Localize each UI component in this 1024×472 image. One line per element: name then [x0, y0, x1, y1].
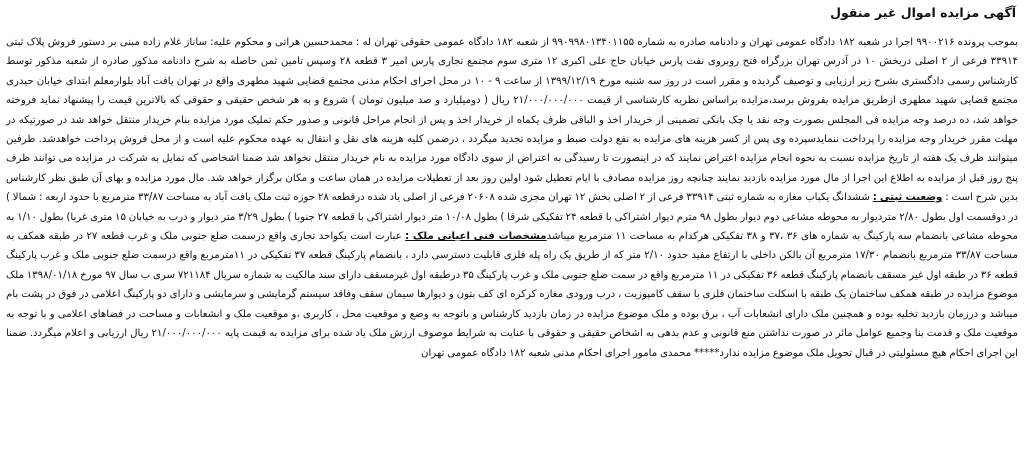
registration-status-heading: وضعیت ثبتی :: [872, 192, 943, 204]
notice-body: [6, 33, 1018, 363]
notice-title: آگهی مزایده اموال غیر منقول: [830, 5, 1016, 20]
notice-body-part-1: بموجب پرونده ۹۹۰۰۲۱۶ اجرا در شعبه ۱۸۲ دادگاه عمومی تهران و دادنامه صادره به شماره ۹۹۰۹۹۸۰۱۳۴۰۱۱۵۵ از شعبه ۱۸۲ دادگاه عمومی حقوقی تهران له : محمدحسین هراتی و محکوم علیه: ساناز غلام زاده مبنی بر دستور فروش پلاک ثبتی ۳۳۹۱۴ فرعی از ۲ اصلی دربخش ۱۰ در آدرس تهران بزرگراه فتح روبروی نفت پارس خیابان حاج علی اکبری ۱۲ متری سوم مجتمع تجاری پارس امیر ۳ قطعه ۲۸ وسپس تامین ثمن حاصله به شرح دادنامه مذکور صادره از شعبه مذکور توسط کارشناس رسمی دادگستری بشرح زیر ارزیابی و توصیف گردیده و مقرر است در روز سه شنبه مورخ ۱۳۹۹/۱۲/۱۹ از ساعت ۹ - ۱۰ در محل اجرای احکام مدنی مجتمع قضایی شهید مطهری واقع در تهران یافت آباد بلوارمعلم ابتدای خیابان حیدری مجتمع قضایی شهید مطهری ازطریق مزایده بفروش برسد،مزایده براساس نظریه کارشناسی از قیمت ۲۱/۰۰۰/۰۰۰/۰۰۰ ریال ( دومیلیارد و صد میلیون تومان ) شروع و به هر شخص حقیقی و حقوقی که بالاترین قیمت را پیشنهاد نماید فروخته خواهد شد، ده درصد وجه مزایده فی المجلس بصورت وجه نقد یا چک بانکی تضمینی از خریدار اخذ و الباقی ظرف یکماه از خریدار اخذ و پس از انجام مراحل قانونی و صدور حکم تملیک مورد مزایده بنام خریدار منتقل خواهد شد در صورتیکه در مهلت مقرر خریدار وجه مزایده را پرداخت ننمایدسپرده وی پس از کسر هزینه های مزایده به نفع دولت ضبط و مزایده تجدید میگردد ، درضمن کلیه هزینه های نقل و انتقال به عهده محکوم علیه است و از محل فروش پرداخت خواهدشد. طرفین میتوانند ظرف یک هفته از تاریخ مزایده نسبت به نحوه انجام مزایده اعتراض نمایند که در اینصورت تا رسیدگی به اعتراض از سوی دادگاه مورد مزایده به نام خریدار منتقل نخواهد شد ضمنا اشخاصی که تمایل به شرکت در مزایده می توانند ظرف پنج روز قبل از مزایده به اطلاع این اجرا از مال مورد مزایده بازدید نمایند چنانچه روز مزایده مصادف با ایام تعطیل شود اولین روز بعد از تعطیلات مزایده در همان ساعت و مکان برگزار خواهد شد. مال مورد مزایده و بهای آن طبق نظر کارشناس بدین شرح است :: [6, 37, 1019, 204]
technical-specs-heading: مشخصات فنی اعیانی ملک :: [405, 231, 547, 243]
notice-body-part-2: ششدانگ یکباب مغازه به شماره ثبتی ۳۳۹۱۴ فرعی از ۲ اصلی بخش ۱۲ تهران مجزی شده ۲۰۶۰۸ فرعی از اصلی یاد شده درقطعه ۲۸ حوزه ثبت ملک یافت آباد به مساحت ۳۳/۸۷ مترمربع با حدود اربعه : شمالا ) در دوقسمت اول بطول ۲/۸۰ متردیوار به محوطه مشاعی دوم دیوار بطول ۹۸ مترم دیوار اشتراکی با قطعه ۲۴ تفکیکی شرقا ) بطول ۱۰/۰۸ متر دیوار اشتراکی با قطعه ۲۷ جنوبا ) بطول ۳/۲۹ متر دیوار و درب به خیابان ۱۵ متری غربا) بطول ۱/۱۰ به محوطه مشاعی بانضمام سه پارکینگ به شماره های ۳۶ ،۳۷ و ۳۸ تفکیکی هرکدام به مساحت ۱۱ مترمربع میباشد: [6, 192, 1018, 243]
notice-body-part-3: عبارت است یکواحد تجاری واقع درسمت ضلع جنوبی ملک و غرب قطعه ۲۷ در طبقه همکف به مساحت ۳۳/۸۷ مترمربع بانضمام ۱۷/۳۰ مترمربع آن بالکن داخلی با ارتفاع مفید حدود ۲/۱۰ متر که از طریق یک راه پله فلزی قابلیت دسترسی دارد ، بانضمام پارکینگ قطعه ۳۷ تفکیکی در ۱۱مترمربع واقع درسمت ضلع جنوبی ملک و غرب پارکینگ قطعه ۳۶ در طبقه اول غیر مسقف بانضمام پارکینگ قطعه ۳۶ تفکیکی در ۱۱ مترمربع واقع در سمت ضلع جنوبی ملک و غرب پارکینگ ۳۵ درطبقه اول غیرمسقف دارای سند مالکیت به شماره سریال ۷۲۱۱۸۴ سری ب سال ۹۷ مورخ ۱۳۹۸/۰۱/۱۸ ملک موضوع مزایده در طبقه همکف ساختمان یک طبقه با اسکلت ساختمان فلزی با سقف کامپوزیت ، درب ورودی مغازه کرکره ای کف بتون و دیوارها سیمان سقف وفاقد سیستم گرمایشی و سرمایشی و دارای دو پارکینگ اعلامی در فوق در پشت بام میباشد و درزمان بازدید تخلیه بوده و همچنین ملک دارای انشعابات آب ، برق بوده و ملک موضوع مزایده در زمان بازدید کارشناس و باتوجه به وضع و موقعیت محل ، کاربری ،و موقعیت ملک و انشعابات و مساحت در فضاهای اعلامی و با توجه به موقعیت ملک و قدمت بنا وجمیع عوامل مائر در صورت نداشتن منع قانونی و عدم بدهی به اشخاص حقیقی و حقوقی با عنایت به شرایط موصوف ارزش ملک یاد شده برای مزایده به قیمت پایه ۲۱/۰۰۰/۰۰۰/۰۰۰ ریال ارزیابی و اعلام میگردد. ضمنا این اجرای احکام هیچ مسئولیتی در قبال تحویل ملک موضوع مزایده ندارد***** محمدی مامور اجرای احکام مدنی شعبه ۱۸۲ دادگاه عمومی تهران: [6, 231, 1019, 359]
